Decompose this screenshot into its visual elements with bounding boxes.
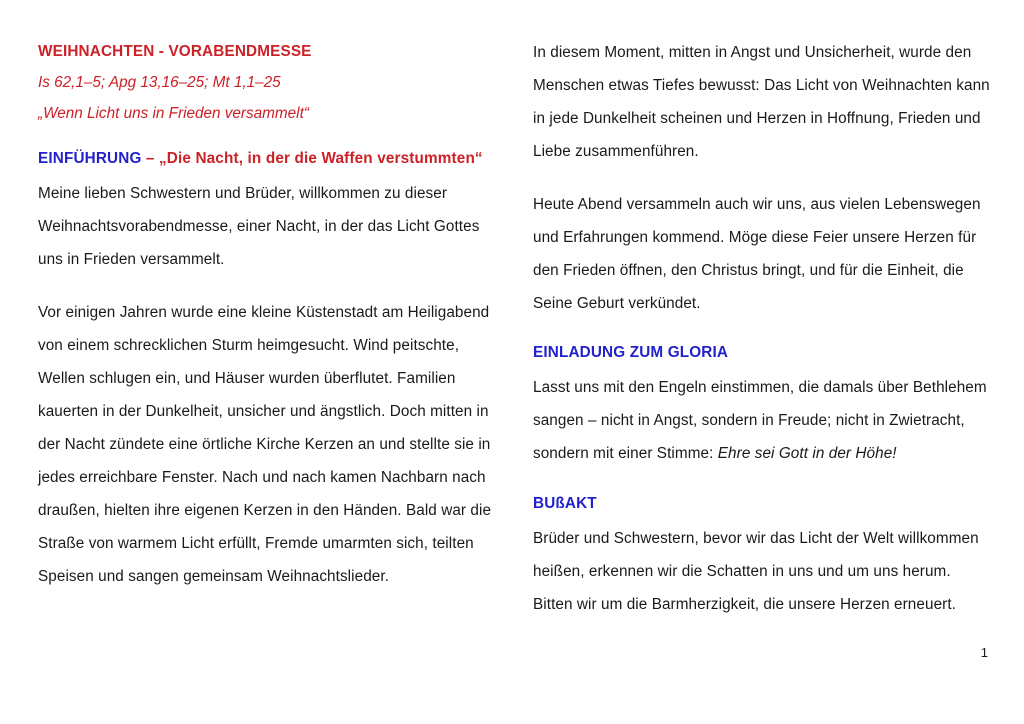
bussakt-paragraph: Brüder und Schwestern, bevor wir das Licht der Welt willkommen heißen, erkennen wir die Schatten in uns und um uns herum. Bitten wir um die Barmherzigkeit, die unsere Herzen erneuert. — [533, 530, 979, 613]
section-heading-einfuehrung — [38, 143, 492, 174]
spacer-before-gloria — [533, 320, 994, 337]
section-heading-gloria: EINLADUNG ZUM GLORIA — [533, 344, 729, 361]
left-paragraph-1: Meine lieben Schwestern und Brüder, willkommen zu dieser Weihnachtsvorabendmesse, einer Nacht, in der das Licht Gottes uns in Frieden versammelt. — [38, 185, 480, 268]
motto-line: „Wenn Licht uns in Frieden versammelt“ — [38, 105, 309, 122]
right-paragraph-2: Heute Abend versammeln auch wir uns, aus vielen Lebenswegen und Erfahrungen kommend. Möge diese Feier unsere Herzen für den Frieden öffnen, den Christus bringt, und für die Einheit, die Seine Geburt verkündet. — [533, 196, 981, 312]
right-paragraph-1: In diesem Moment, mitten in Angst und Unsicherheit, wurde den Menschen etwas Tiefes bewusst: Das Licht von Weihnachten kann in jede Dunkelheit scheinen und Herzen in Hoffnung, Frieden und Liebe zusammenführen. — [533, 44, 990, 160]
left-paragraph-2: Vor einigen Jahren wurde eine kleine Küstenstadt am Heiligabend von einem schrecklichen Sturm heimgesucht. Wind peitschte, Wellen schlugen ein, und Häuser wurden überflutet. Familien kauerten in der Dunkelheit, unsicher und ängstlich. Doch mitten in der Nacht zündete eine örtliche Kirche Kerzen an und stellte sie in jedes erreichbare Fenster. Nach und nach kamen Nachbarn nach draußen, hielten ihre eigenen Kerzen in den Händen. Bald war die Straße von warmem Licht erfüllt, Fremde umarmten sich, teilten Speisen und sangen gemeinsam Weihnachtslieder. — [38, 304, 492, 585]
einfuehrung-label-blue: EINFÜHRUNG — [38, 150, 142, 167]
gloria-paragraph — [533, 371, 994, 470]
gloria-text-plain: Lasst uns mit den Engeln einstimmen, die damals über Bethlehem sangen – nicht in Angst, sondern in Freude; nicht in Zwietracht, sondern mit einer Stimme: — [533, 379, 987, 462]
right-column — [512, 0, 1024, 621]
left-column — [0, 0, 512, 593]
scripture-reference: Is 62,1–5; Apg 13,16–25; Mt 1,1–25 — [38, 74, 281, 91]
page-title: WEIHNACHTEN - VORABENDMESSE — [38, 43, 312, 60]
spacer-before-bussakt — [533, 470, 994, 488]
gloria-text-italic: Ehre sei Gott in der Höhe! — [717, 445, 897, 462]
page-number: 1 — [980, 645, 988, 660]
section-heading-bussakt: BUßAKT — [533, 495, 597, 512]
einfuehrung-label-red: – „Die Nacht, in der die Waffen verstummten“ — [141, 150, 483, 167]
